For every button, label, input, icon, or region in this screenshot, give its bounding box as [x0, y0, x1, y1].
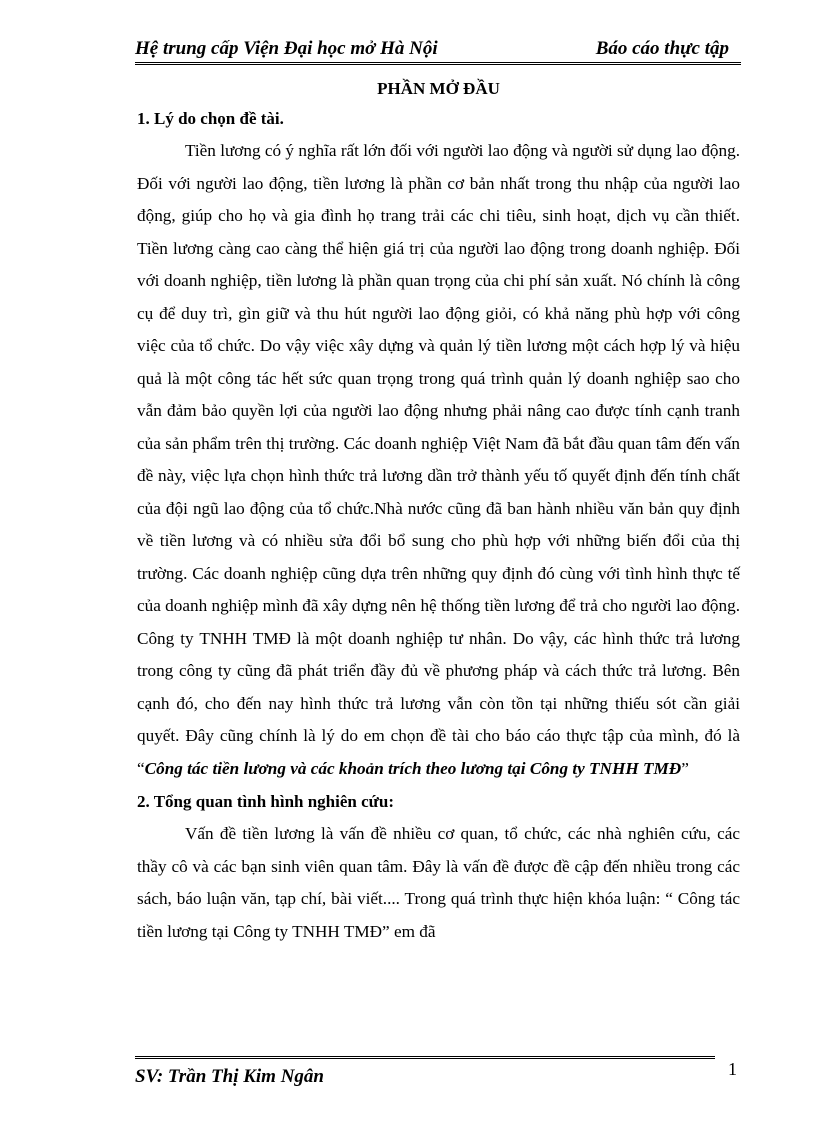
section-heading-1: 1. Lý do chọn đề tài. — [137, 109, 284, 128]
page-header — [135, 38, 741, 65]
paragraph-1-end: ” — [681, 758, 689, 778]
page-number: 1 — [728, 1059, 737, 1079]
section-paragraph-1 — [137, 135, 740, 785]
header-report-type: Báo cáo thực tập — [595, 38, 729, 59]
footer-divider — [135, 1056, 715, 1059]
section-heading-2: 2. Tổng quan tình hình nghiên cứu: — [137, 792, 394, 811]
paragraph-1-text: Tiền lương có ý nghĩa rất lớn đối với người lao động và người sử dụng lao động. Đối với người lao động, tiền lương là phần cơ bản nhất trong thu nhập của người lao động, giúp cho họ và gia đình họ trang trải các chi tiêu, sinh hoạt, dịch vụ cần thiết. Tiền lương càng cao càng thể hiện giá trị của người lao động trong doanh nghiệp. Đối với doanh nghiệp, tiền lương là phần quan trọng của chi phí sản xuất. Nó chính là công cụ để duy trì, gìn giữ và thu hút người lao động giỏi, có khả năng phù hợp với công việc của tổ chức. Do vậy việc xây dựng và quản lý tiền lương một cách hợp lý và hiệu quả là một công tác hết sức quan trọng trong quá trình quản lý doanh nghiệp sao cho vẫn đảm bảo quyền lợi của người lao động nhưng phải nâng cao được tính cạnh tranh của sản phẩm trên thị trường. Các doanh nghiệp Việt Nam đã bắt đầu quan tâm đến vấn đề này, việc lựa chọn hình thức trả lương dần trở thành yếu tố quyết định đến tính chất của đội ngũ lao động của tổ chức.Nhà nước cũng đã ban hành nhiều văn bản quy định về tiền lương và có nhiều sửa đổi bổ sung cho phù hợp với những biến đổi của thị trường. Các doanh nghiệp cũng dựa trên những quy định đó cùng với tình hình thực tế của doanh nghiệp mình đã xây dựng nên hệ thống tiền lương để trả cho người lao động. Công ty TNHH TMĐ là một doanh nghiệp tư nhân. Do vậy, các hình thức trả lương trong công ty cũng đã phát triển đầy đủ về phương pháp và cách thức trả lương. Bên cạnh đó, cho đến nay hình thức trả lương vẫn còn tồn tại những thiếu sót cần giải quyết. Đây cũng chính là lý do em chọn đề tài cho báo cáo thực tập của mình, đó là “ — [137, 141, 740, 778]
footer-author: SV: Trần Thị Kim Ngân — [135, 1066, 324, 1087]
section-paragraph-2: Vấn đề tiền lương là vấn đề nhiều cơ quan, tổ chức, các nhà nghiên cứu, các thầy cô và các bạn sinh viên quan tâm. Đây là vấn đề được đề cập đến nhiều trong các sách, báo luận văn, tạp chí, bài viết.... Trong quá trình thực hiện khóa luận: “ Công tác tiền lương tại Công ty TNHH TMĐ” em đã — [137, 824, 740, 941]
page-title: PHẦN MỞ ĐẦU — [377, 79, 500, 98]
paragraph-1-emphasis: Công tác tiền lương và các khoản trích theo lương tại Công ty TNHH TMĐ — [144, 758, 682, 778]
header-institution: Hệ trung cấp Viện Đại học mở Hà Nội — [135, 38, 438, 59]
document-body — [137, 72, 740, 948]
